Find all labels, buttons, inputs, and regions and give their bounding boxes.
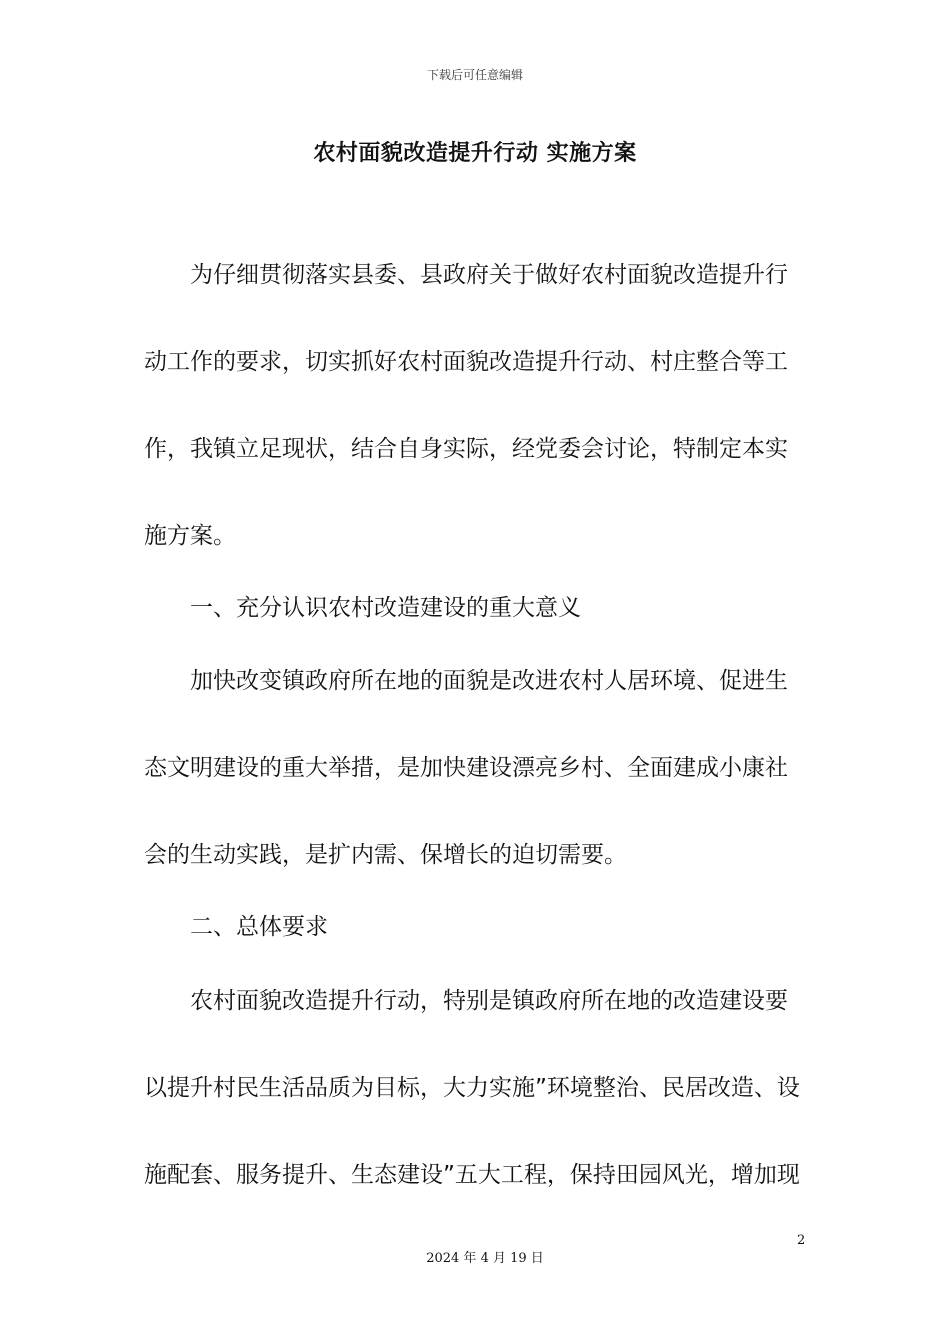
paragraph-line: 农村面貌改造提升行动，特别是镇政府所在地的改造建设要 xyxy=(190,988,788,1014)
paragraph-line: 态文明建设的重大举措，是加快建设漂亮乡村、全面建成小康社 xyxy=(144,755,788,781)
paragraph-line: 动工作的要求，切实抓好农村面貌改造提升行动、村庄整合等工 xyxy=(144,349,788,375)
paragraph-line: 会的生动实践，是扩内需、保增长的迫切需要。 xyxy=(144,842,627,868)
paragraph-line: 作，我镇立足现状，结合自身实际，经党委会讨论，特制定本实 xyxy=(144,436,788,462)
document-title: 农村面貌改造提升行动 实施方案 xyxy=(313,141,637,166)
download-note: 下载后可任意编辑 xyxy=(426,68,523,82)
paragraph-line: 为仔细贯彻落实县委、县政府关于做好农村面貌改造提升行 xyxy=(190,262,788,288)
paragraph-line: 施配套、服务提升、生态建设”五大工程，保持田园风光，增加现 xyxy=(144,1162,800,1188)
paragraph-line: 加快改变镇政府所在地的面貌是改进农村人居环境、促进生 xyxy=(190,668,788,694)
page-number: 2 xyxy=(797,1233,806,1248)
paragraph-line: 以提升村民生活品质为目标，大力实施”环境整治、民居改造、设 xyxy=(144,1075,800,1101)
footer-date: 2024 年 4 月 19 日 xyxy=(426,1251,544,1266)
section-heading: 一、充分认识农村改造建设的重大意义 xyxy=(190,595,581,621)
section-heading: 二、总体要求 xyxy=(190,914,328,940)
paragraph-line: 施方案。 xyxy=(144,523,236,549)
